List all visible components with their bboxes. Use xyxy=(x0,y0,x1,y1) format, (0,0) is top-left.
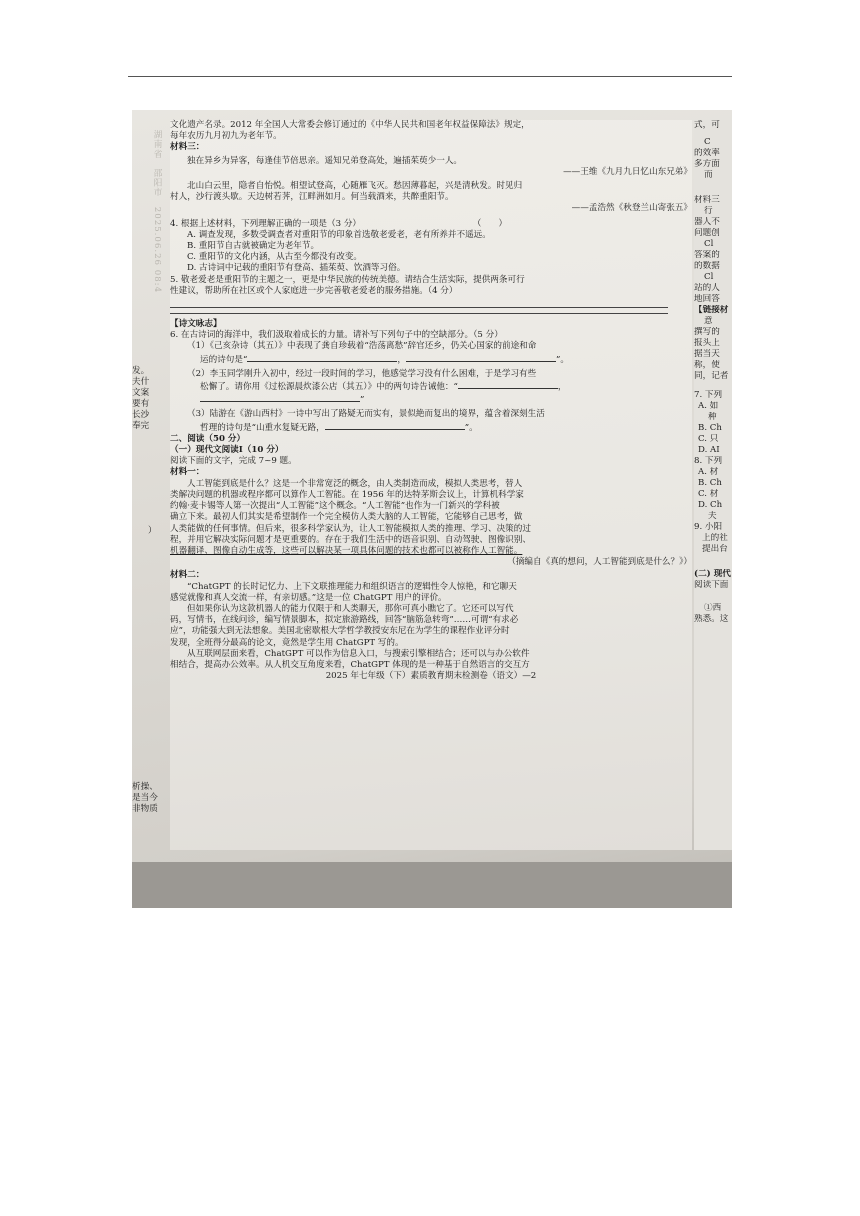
left-edge-text: 要有 xyxy=(132,399,150,409)
question-6: 6. 在古诗词的海洋中，我们汲取着成长的力量。请补写下列句子中的空缺部分。（5 分） xyxy=(170,330,503,341)
left-edge-text: 奉完 xyxy=(132,421,150,431)
fill-blank[interactable] xyxy=(458,380,558,389)
left-page-edge xyxy=(132,110,170,908)
poem-attribution: ——王维《九月九日忆山东兄弟》 xyxy=(563,166,692,177)
right-edge-text: C. 材 xyxy=(698,489,719,499)
right-edge-text: Cl xyxy=(704,272,714,282)
question-6-2-cont: 松懈了。请你用《过松源晨炊漆公店（其五）》中的两句诗告诫他：“ xyxy=(200,382,458,393)
right-edge-text: 而 xyxy=(704,170,713,180)
question-6-1-cont: 运的诗句是“ xyxy=(200,354,248,365)
option-b: B. 重阳节自古就被确定为老年节。 xyxy=(187,241,320,252)
right-edge-text: 器人不 xyxy=(694,217,720,227)
poem-line: 村人，沙行渡头歇。天边树若荠，江畔洲如月。何当载酒来，共醉重阳节。 xyxy=(170,192,454,203)
left-edge-text: 发。 xyxy=(132,366,150,376)
fill-blank[interactable] xyxy=(247,353,397,362)
passage-line: 感觉就像和真人交流一样，有亲切感。”这是一位 ChatGPT 用户的评价。 xyxy=(170,592,447,603)
text-line: 每年农历九月初九为老年节。 xyxy=(170,131,282,142)
answer-line[interactable] xyxy=(170,313,668,314)
passage-line: 人工智能到底是什么？这是一个非常宽泛的概念，由人类制造而成，模拟人类思考，替人 xyxy=(187,478,523,489)
right-edge-text: A. 如 xyxy=(698,401,719,411)
right-edge-text: B. Ch xyxy=(698,423,722,433)
subsection-heading: （一）现代文阅读Ⅰ（10 分） xyxy=(170,445,284,456)
right-edge-text: 的效率 xyxy=(694,148,720,158)
right-edge-text: ①西 xyxy=(704,603,722,613)
right-edge-text: 称，使 xyxy=(694,360,720,370)
passage-line: 码，写情书，在线问诊，编写情景脚本，拟定旅游路线，回答“脑筋急转弯”……可谓“有求必 xyxy=(170,615,519,626)
option-d: D. 古诗词中记载的重阳节有登高、插茱萸、饮酒等习俗。 xyxy=(187,263,406,274)
left-edge-text: 夫什 xyxy=(132,377,150,387)
passage-line: 从互联网层面来看，ChatGPT 可以作为信息入口，与搜索引擎相结合；还可以与办公软件 xyxy=(187,648,530,659)
right-edge-text: 8. 下列 xyxy=(694,456,723,466)
section-label: 【诗文咏志】 xyxy=(170,319,222,330)
right-edge-text: 问题创 xyxy=(694,228,720,238)
right-page-edge xyxy=(694,120,732,850)
right-edge-text: 9. 小阳 xyxy=(694,522,723,532)
option-c: C. 重阳节的文化内涵，从古至今都没有改变。 xyxy=(187,252,363,263)
right-edge-text: 种 xyxy=(708,412,717,422)
question-6-1: （1）《己亥杂诗（其五）》中表现了龚自珍载着“浩荡离愁”辞官还乡，仍关心国家的前途和命 xyxy=(187,341,537,352)
right-edge-text: 【链接材 xyxy=(694,305,729,315)
right-edge-text: 材料三 xyxy=(694,195,720,205)
right-edge-text: 撰写的 xyxy=(694,327,720,337)
right-edge-text: 地回答 xyxy=(694,294,720,304)
passage-line: 程，并用它解决实际问题才是更重要的。存在于我们生活中的语音识别、自动驾驶、图像识别、 xyxy=(170,534,531,545)
section-label: 材料三： xyxy=(170,142,205,153)
answer-line[interactable] xyxy=(170,307,668,308)
left-edge-text: 析操、 xyxy=(132,782,158,792)
right-edge-text: 熟悉。这 xyxy=(694,614,729,624)
passage-source: （摘编自《真的想问，人工智能到底是什么？》） xyxy=(507,557,692,568)
right-edge-text: 站的人 xyxy=(694,283,720,293)
left-edge-text: 是当今 xyxy=(132,793,158,803)
passage-line: 应”，功能强大到无法想象。美国北密歇根大学哲学教授安东尼在为学生的课程作业评分时 xyxy=(170,626,510,637)
right-edge-text: 式，可 xyxy=(694,120,720,130)
question-6-3-cont: 哲理的诗句是“山重水复疑无路， xyxy=(200,422,325,433)
exam-page: 文化遗产名录。2012 年全国人大常委会修订通过的《中华人民共和国老年权益保障法》规定， 每年农历九月初九为老年节。 材料三： 独在异乡为异客，每逢佳节倍思亲。遥知兄弟登高处，遍插茱萸少一人。 ——王维《九月九日忆山东兄弟》 北山白云里，隐者自怡悦。相望试登高，心随雁飞灭。愁因薄暮起，兴是清秋发。时见归 村人，沙行渡头歇。天边树若荠，江畔洲如月。何当载酒来，共醉重阳节。 ——孟浩然《秋登兰山寄张五》 4. 根据上述材料，下列理解正确的一项是（3 分） （ ） A. 调查发现，多数受调查者对重阳节的印象首选敬老爱老，老有所养并不遥远。 B. 重阳节自古就被确定为老年节。 C. 重阳节的文化内涵，从古至今都没有改变。 D. 古诗词中记载的重阳节有登高、插茱萸、饮酒等习俗。 5. 敬老爱老是重阳节的主题之一，更是中华民族的传统美德。请结合生活实际，提供两条可行 性建议，帮助所在社区或个人家庭进一步完善敬老爱老的服务措施。（4 分） 【诗文咏志】 6. 在古诗词的海洋中，我们汲取着成长的力量。请补写下列句子中的空缺部分。（5 分） （1）《己亥杂诗（其五）》中表现了龚自珍载着“浩荡离愁”辞官还乡，仍关心国家的前途和命 运的诗句是“ ， ”。 （2）李玉同学刚升入初中，经过一段时间的学习，他感觉学习没有什么困难，于是学习有些 松懈了。请你用《过松源晨炊漆公店（其五）》中的两句诗告诫他：“ ， ” （3）陆游在《游山西村》一诗中写出了路疑无而实有，景似絶而复出的境界，蕴含着深刻生活 哲理的诗句是“山重水复疑无路， ”。 二、阅读（50 分） （一）现代文阅读Ⅰ（10 分） 阅读下面的文字，完成 7~9 题。 材料一： 人工智能到底是什么？这是一个非常宽泛的概念，由人类制造而成，模拟人类思考，替人 类解决问题的机器或程序都可以算作人工智能。在 1956 年的达特茅斯会议上，计算机科学家 约翰·麦卡锡等人第一次提出“人工智能”这个概念。“人工智能”也作为一门新兴的学科被 确立下来。最初人们其实是希望制作一个完全模仿人类大脑的人工智能，它能够自己思考，做 人类能做的任何事情。但后来，很多科学家认为，让人工智能模拟人类的推理、学习、决策的过 程，并用它解决实际问题才是更重要的。存在于我们生活中的语音识别、自动驾驶、图像识别、 机器翻译、图像自动生成等，这些可以解决某一项具体问题的技术也都可以被称作人工智能。 （摘编自《真的想问，人工智能到底是什么？》） 材料二： “ChatGPT 的长时记忆力、上下文联推理能力和组织语言的逻辑性令人惊艳，和它聊天 感觉就像和真人交流一样，有亲切感。”这是一位 ChatGPT 用户的评价。 但如果你认为这款机器人的能力仅限于和人类聊天，那你可真小瞧它了。它还可以写代 码，写情书，在线问诊，编写情景脚本，拟定旅游路线，回答“脑筋急转弯”……可谓“有求必 应”，功能强大到无法想象。美国北密歇根大学哲学教授安东尼在为学生的课程作业评分时 发现，全班得分最高的论文，竟然是学生用 ChatGPT 写的。 从互联网层面来看，ChatGPT 可以作为信息入口，与搜索引擎相结合；还可以与办公软件 相结合，提高办公效率。从人机交互角度来看，ChatGPT 体现的是一种基于自然语言的交互方 2025 年七年级（下）素质教育期末检测卷（语文）—2 xyxy=(170,120,692,850)
question-6-2: （2）李玉同学刚升入初中，经过一段时间的学习，他感觉学习没有什么困难，于是学习有些 xyxy=(187,368,537,379)
right-edge-text: Cl xyxy=(704,239,714,249)
right-edge-text: 同，记者 xyxy=(694,371,729,381)
left-edge-text: ） xyxy=(148,526,157,536)
question-6-3: （3）陆游在《游山西村》一诗中写出了路疑无而实有，景似絶而复出的境界，蕴含着深刻生活 xyxy=(187,409,545,420)
fill-blank[interactable] xyxy=(406,353,556,362)
option-a: A. 调查发现，多数受调查者对重阳节的印象首选敬老爱老，老有所养并不遥远。 xyxy=(187,229,491,240)
question-5: 5. 敬老爱老是重阳节的主题之一，更是中华民族的传统美德。请结合生活实际，提供两条可行 xyxy=(170,274,525,285)
timestamp-watermark: 湖南省 邵阳市 2025.06.26 08:4 xyxy=(152,130,162,294)
right-edge-text: B. Ch xyxy=(698,478,722,488)
photo-bottom-shadow xyxy=(132,862,732,908)
right-edge-text: C. 只 xyxy=(698,434,719,444)
right-edge-text: C xyxy=(704,137,711,147)
section-label: 材料一： xyxy=(170,467,205,478)
passage-line: 发现，全班得分最高的论文，竟然是学生用 ChatGPT 写的。 xyxy=(170,637,404,648)
right-edge-text: 答案的 xyxy=(694,250,720,260)
question-4: 4. 根据上述材料，下列理解正确的一项是（3 分） （ ） xyxy=(170,218,508,229)
right-edge-text: A. 材 xyxy=(698,467,719,477)
right-edge-text: 阅读下面 xyxy=(694,580,729,590)
right-edge-text: D. Ch xyxy=(698,500,723,510)
fill-blank[interactable] xyxy=(200,393,360,402)
section-heading: 二、阅读（50 分） xyxy=(170,433,246,444)
right-edge-text: 多方面 xyxy=(694,159,720,169)
passage-line: 类解决问题的机器或程序都可以算作人工智能。在 1956 年的达特茅斯会议上，计算机科学家 xyxy=(170,489,524,500)
fill-blank[interactable] xyxy=(325,421,465,430)
right-edge-text: 上的社 xyxy=(702,533,728,543)
reading-instruction: 阅读下面的文字，完成 7~9 题。 xyxy=(170,456,297,467)
exam-paper-photo xyxy=(132,110,732,908)
passage-line: 相结合，提高办公效率。从人机交互角度来看，ChatGPT 体现的是一种基于自然语言的交互方 xyxy=(170,659,530,670)
passage-line: 人类能做的任何事情。但后来，很多科学家认为，让人工智能模拟人类的推理、学习、决策的过 xyxy=(170,523,531,534)
left-edge-text: 非物质 xyxy=(132,804,158,814)
left-edge-text: 长沙 xyxy=(132,410,150,420)
top-divider xyxy=(128,76,732,77)
poem-attribution: ——孟浩然《秋登兰山寄张五》 xyxy=(571,203,692,214)
right-edge-text: 的数据 xyxy=(694,261,720,271)
passage-line: 确立下来。最初人们其实是希望制作一个完全模仿人类大脑的人工智能，它能够自己思考，做 xyxy=(170,512,523,523)
right-edge-text: 夫 xyxy=(708,511,717,521)
left-edge-text: 文案 xyxy=(132,388,150,398)
passage-line: 但如果你认为这款机器人的能力仅限于和人类聊天，那你可真小瞧它了。它还可以写代 xyxy=(187,603,514,614)
text-line: 文化遗产名录。2012 年全国人大常委会修订通过的《中华人民共和国老年权益保障法》规定， xyxy=(170,120,530,130)
poem-line: 独在异乡为异客，每逢佳节倍思亲。遥知兄弟登高处，遍插茱萸少一人。 xyxy=(187,155,463,166)
section-label: 材料二： xyxy=(170,570,205,581)
right-edge-text: 7. 下列 xyxy=(694,390,723,400)
right-edge-text: 意 xyxy=(704,316,713,326)
page-footer: 2025 年七年级（下）素质教育期末检测卷（语文）—2 xyxy=(325,671,537,682)
poem-line: 北山白云里，隐者自怡悦。相望试登高，心随雁飞灭。愁因薄暮起，兴是清秋发。时见归 xyxy=(187,181,523,192)
right-edge-text: 行 xyxy=(704,206,713,216)
question-5-cont: 性建议，帮助所在社区或个人家庭进一步完善敬老爱老的服务措施。（4 分） xyxy=(170,285,458,296)
right-edge-text: 据当天 xyxy=(694,349,720,359)
right-edge-text: 报头上 xyxy=(694,338,720,348)
passage-line: 约翰·麦卡锡等人第一次提出“人工智能”这个概念。“人工智能”也作为一门新兴的学科被 xyxy=(170,501,500,512)
passage-line: “ChatGPT 的长时记忆力、上下文联推理能力和组织语言的逻辑性令人惊艳，和它聊天 xyxy=(187,581,517,592)
right-edge-text: D. AI xyxy=(698,445,720,455)
right-edge-text: (二) 现代 xyxy=(694,569,731,579)
passage-line-underlined: 机器翻译、图像自动生成等，这些可以解决某一项具体问题的技术也都可以被称作人工智能。 xyxy=(170,545,523,556)
right-edge-text: 提出台 xyxy=(702,544,728,554)
